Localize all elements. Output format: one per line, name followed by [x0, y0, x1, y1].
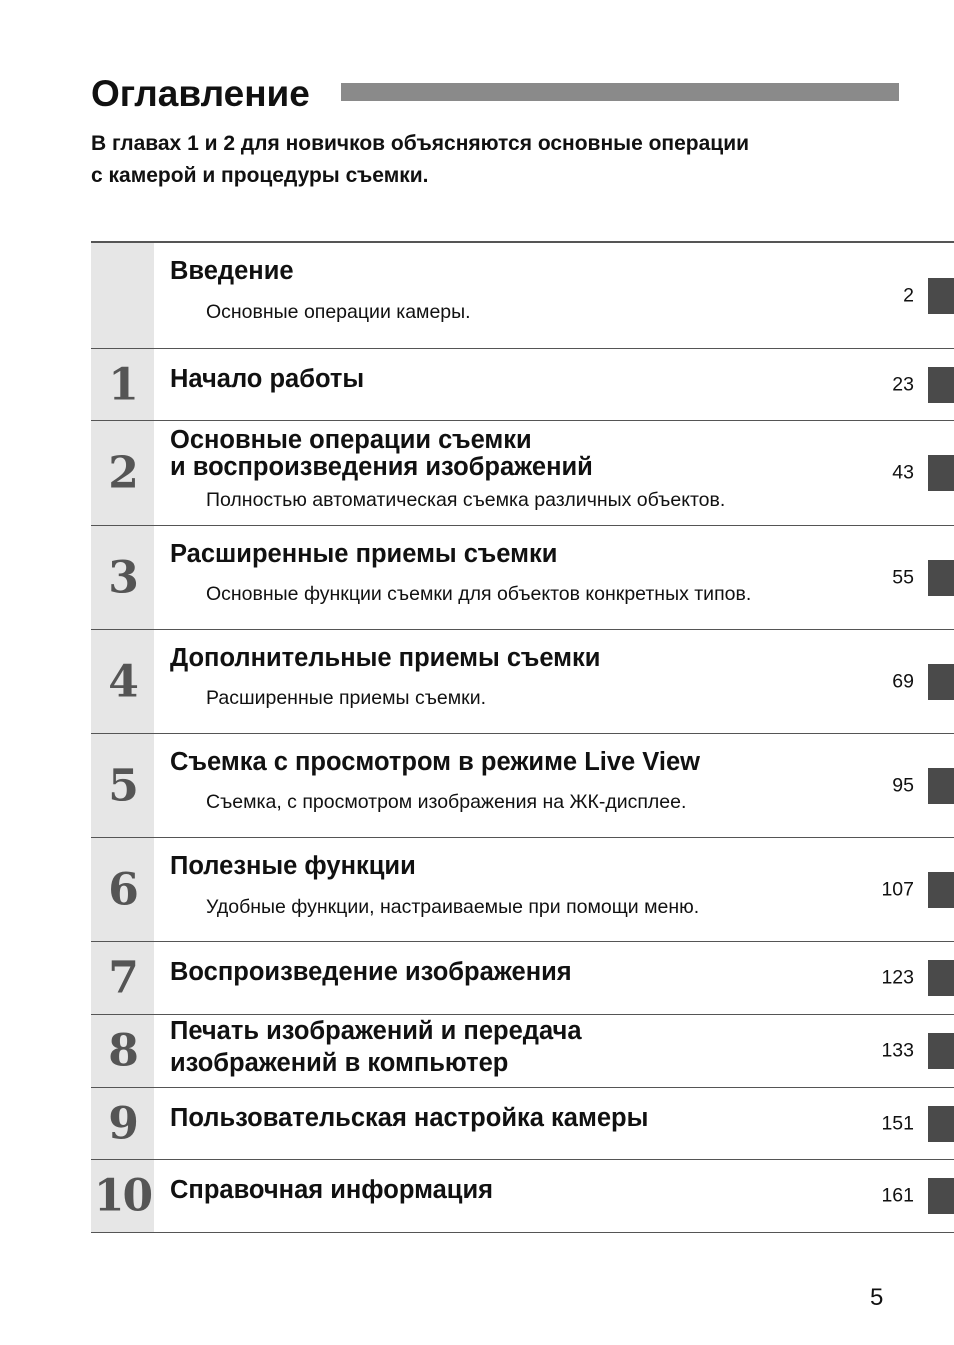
- chapter-number-cell: [91, 942, 154, 1014]
- toc-row-chapter-1[interactable]: [91, 349, 954, 421]
- toc-row-introduction[interactable]: [91, 243, 954, 349]
- chapter-number-cell: [91, 349, 154, 420]
- chapter-page-number[interactable]: 133: [881, 1039, 914, 1062]
- header: [91, 72, 901, 118]
- intro-line-1: В главах 1 и 2 для новичков объясняются основные операции: [91, 132, 750, 155]
- chapter-page-number[interactable]: 161: [881, 1184, 914, 1207]
- chapter-number: 3: [108, 552, 137, 603]
- chapter-number: 8: [108, 1025, 137, 1077]
- chapter-subtitle: Основные операции камеры.: [206, 301, 471, 323]
- chapter-tab-marker: [928, 872, 954, 908]
- chapter-number: 1: [108, 359, 137, 410]
- chapter-title[interactable]: Съемка с просмотром в режиме Live View: [170, 748, 700, 776]
- chapter-tab-marker: [928, 664, 954, 700]
- chapter-title[interactable]: Воспроизведение изображения: [170, 958, 572, 986]
- page-title: Оглавление: [91, 73, 310, 114]
- chapter-title-line-2[interactable]: изображений в компьютер: [170, 1049, 509, 1077]
- chapter-number-cell: [91, 1088, 154, 1159]
- intro-line-2: с камерой и процедуры съемки.: [91, 164, 429, 187]
- toc-row-chapter-8[interactable]: [91, 1015, 954, 1088]
- chapter-title[interactable]: Основные операции съемки: [170, 426, 532, 454]
- chapter-number-cell: [91, 243, 154, 348]
- chapter-number: 10: [93, 1170, 152, 1222]
- chapter-tab-marker: [928, 768, 954, 804]
- chapter-page-number[interactable]: 23: [892, 373, 914, 395]
- chapter-number: 6: [108, 864, 137, 915]
- table-of-contents: [91, 241, 954, 1233]
- toc-row-chapter-4[interactable]: [91, 630, 954, 734]
- chapter-number-cell: [91, 1015, 154, 1087]
- chapter-number-cell: [91, 630, 154, 733]
- chapter-number: 7: [108, 952, 137, 1004]
- chapter-page-number[interactable]: 123: [881, 966, 914, 989]
- chapter-tab-marker: [928, 1178, 954, 1214]
- toc-row-chapter-3[interactable]: [91, 526, 954, 630]
- chapter-page-number[interactable]: 69: [892, 670, 914, 692]
- chapter-number-cell: [91, 421, 154, 525]
- chapter-subtitle: Основные функции съемки для объектов конкретных типов.: [206, 583, 752, 605]
- toc-row-chapter-7[interactable]: [91, 942, 954, 1015]
- chapter-title[interactable]: Справочная информация: [170, 1176, 494, 1204]
- chapter-subtitle: Удобные функции, настраиваемые при помощи меню.: [206, 896, 700, 918]
- chapter-subtitle: Съемка, с просмотром изображения на ЖК-дисплее.: [206, 791, 687, 813]
- chapter-page-number[interactable]: 43: [892, 461, 914, 484]
- title-decoration-bar: [341, 83, 899, 101]
- chapter-title[interactable]: Начало работы: [170, 365, 365, 393]
- chapter-page-number[interactable]: 2: [903, 284, 914, 306]
- chapter-number: 5: [108, 760, 137, 811]
- toc-row-chapter-2[interactable]: [91, 421, 954, 526]
- chapter-title[interactable]: Печать изображений и передача: [170, 1017, 582, 1045]
- chapter-tab-marker: [928, 367, 954, 403]
- chapter-number-cell: [91, 734, 154, 837]
- chapter-tab-marker: [928, 278, 954, 314]
- chapter-subtitle: Полностью автоматическая съемка различных объектов.: [206, 489, 726, 511]
- toc-row-chapter-6[interactable]: [91, 838, 954, 942]
- chapter-title-line-2[interactable]: и воспроизведения изображений: [170, 453, 593, 481]
- chapter-tab-marker: [928, 1033, 954, 1069]
- chapter-title[interactable]: Введение: [170, 257, 294, 285]
- chapter-title[interactable]: Пользовательская настройка камеры: [170, 1104, 649, 1132]
- chapter-subtitle: Расширенные приемы съемки.: [206, 687, 487, 709]
- chapter-tab-marker: [928, 1106, 954, 1142]
- chapter-number-cell: [91, 526, 154, 629]
- toc-row-chapter-10[interactable]: [91, 1160, 954, 1233]
- page-folio-number: 5: [870, 1284, 884, 1311]
- chapter-title[interactable]: Расширенные приемы съемки: [170, 540, 558, 568]
- chapter-tab-marker: [928, 455, 954, 491]
- chapter-tab-marker: [928, 560, 954, 596]
- chapter-tab-marker: [928, 960, 954, 996]
- chapter-number: 4: [108, 656, 137, 707]
- chapter-number-cell: [91, 1160, 154, 1232]
- toc-row-chapter-9[interactable]: [91, 1088, 954, 1160]
- toc-row-chapter-5[interactable]: [91, 734, 954, 838]
- chapter-page-number[interactable]: 107: [881, 878, 914, 900]
- chapter-number-cell: [91, 838, 154, 941]
- chapter-page-number[interactable]: 95: [892, 774, 914, 796]
- chapter-page-number[interactable]: 55: [892, 566, 914, 588]
- intro-text: [91, 128, 921, 192]
- chapter-page-number[interactable]: 151: [881, 1112, 914, 1134]
- chapter-title[interactable]: Дополнительные приемы съемки: [170, 644, 601, 672]
- chapter-number: 2: [108, 447, 137, 499]
- chapter-number: 9: [108, 1098, 137, 1149]
- chapter-title[interactable]: Полезные функции: [170, 852, 416, 880]
